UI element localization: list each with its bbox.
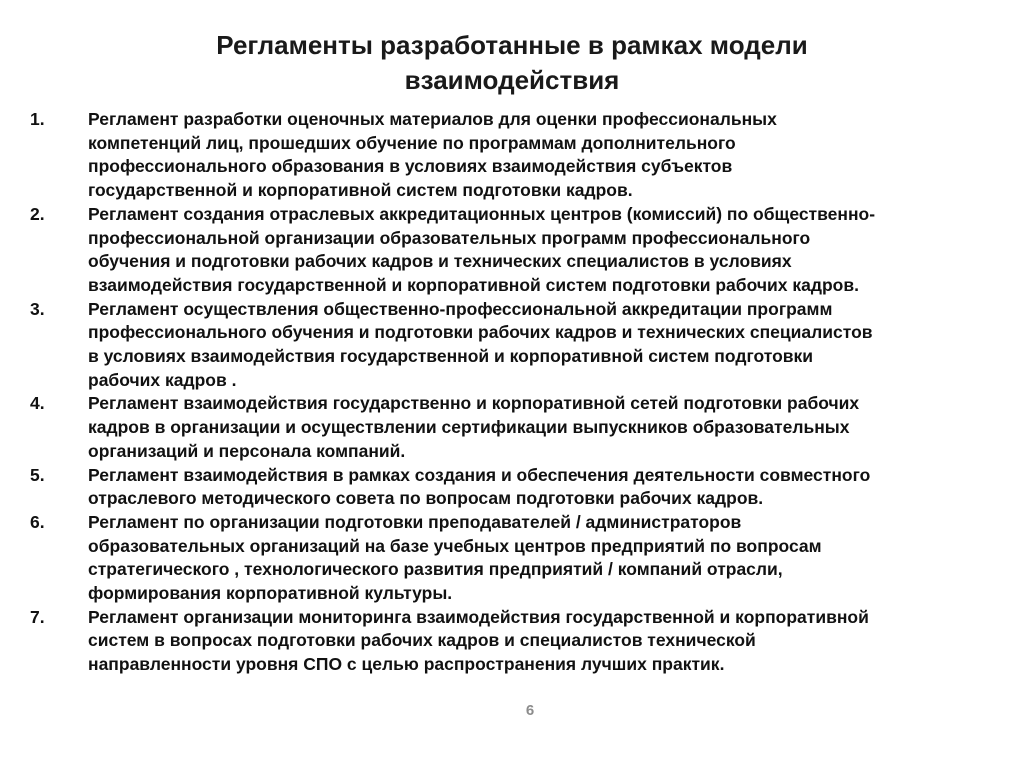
item-text-line: Регламент разработки оценочных материалов для оценки профессиональных [88, 109, 777, 129]
item-text-line: государственной и корпоративной систем подготовки кадров. [88, 180, 633, 201]
list-item [30, 392, 1000, 463]
item-text-line: систем в вопросах подготовки рабочих кадров и специалистов технической [88, 630, 756, 651]
item-text-line: профессиональной организации образовательных программ профессионального [88, 227, 811, 248]
list-item [30, 464, 1000, 511]
item-number: 5. [30, 464, 45, 485]
item-text-line: формирования корпоративной культуры. [88, 583, 453, 604]
item-number: 1. [30, 109, 45, 129]
list-item [30, 203, 1000, 298]
page-number: 6 [525, 702, 535, 719]
item-text-line: рабочих кадров . [88, 369, 237, 390]
item-text-line: отраслевого методического совета по вопросам подготовки рабочих кадров. [88, 488, 764, 509]
item-text-line: Регламент взаимодействия в рамках создания и обеспечения деятельности совместного [88, 464, 871, 485]
item-number: 4. [30, 393, 45, 414]
item-number: 6. [30, 511, 45, 532]
item-text-line: направленности уровня СПО с целью распространения лучших практик. [88, 654, 725, 675]
slide-title-line: взаимодействия [404, 65, 620, 95]
item-text-line: стратегического , технологического развития предприятий / компаний отрасли, [88, 559, 783, 580]
item-number: 7. [30, 606, 45, 627]
item-text-line: профессионального обучения и подготовки рабочих кадров и технических специалистов [88, 322, 873, 343]
item-text-line: кадров в организации и осуществлении сертификации выпускников образовательных [88, 417, 850, 438]
list-item [30, 298, 1000, 393]
item-text-line: Регламент по организации подготовки преподавателей / администраторов [88, 511, 742, 532]
item-text-line: образовательных организаций на базе учебных центров предприятий по вопросам [88, 535, 822, 556]
list-item [30, 511, 1000, 606]
list-item [30, 606, 1000, 677]
item-number: 2. [30, 203, 45, 224]
item-text-line: обучения и подготовки рабочих кадров и технических специалистов в условиях [88, 251, 792, 272]
list-item [30, 108, 1000, 203]
slide-title [0, 28, 1024, 98]
slide-title-line: Регламенты разработанные в рамках модели [216, 30, 808, 60]
item-text-line: организаций и персонала компаний. [88, 440, 406, 461]
item-text-line: профессионального образования в условиях взаимодействия субъектов [88, 156, 733, 177]
item-text-line: Регламент создания отраслевых аккредитационных центров (комиссий) по общественно- [88, 203, 876, 224]
item-text-line: компетенций лиц, прошедших обучение по программам дополнительного [88, 132, 736, 153]
item-text-line: Регламент взаимодействия государственно и корпоративной сетей подготовки рабочих [88, 393, 860, 414]
item-text-line: взаимодействия государственной и корпоративной систем подготовки рабочих кадров. [88, 274, 859, 295]
item-text-line: Регламент организации мониторинга взаимодействия государственной и корпоративной [88, 606, 869, 627]
regulations-list [30, 108, 1000, 677]
item-text-line: Регламент осуществления общественно-профессиональной аккредитации программ [88, 298, 833, 319]
item-number: 3. [30, 298, 45, 319]
item-text-line: в условиях взаимодействия государственной и корпоративной систем подготовки [88, 346, 814, 367]
